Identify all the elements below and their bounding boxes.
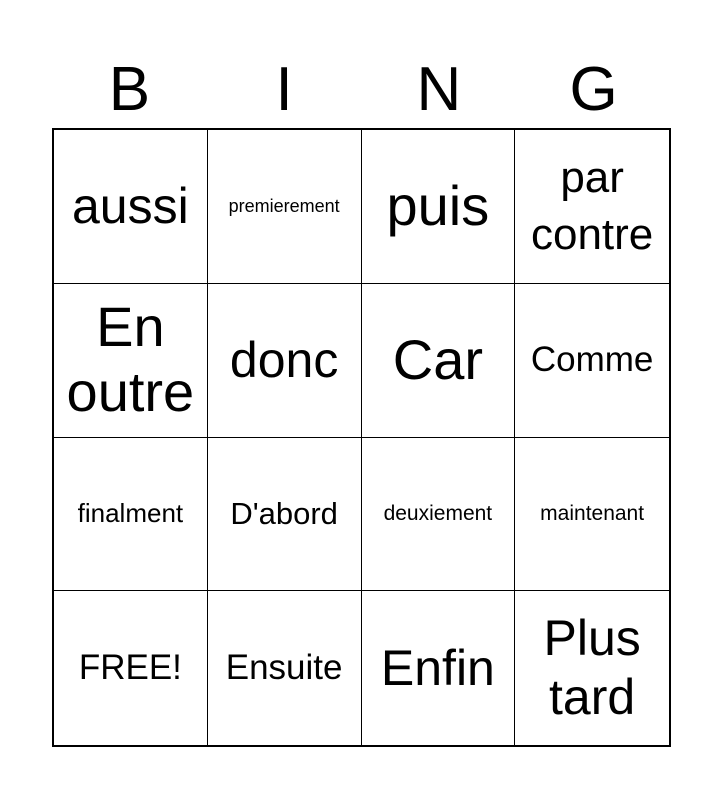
cell-text: finalment [77,498,184,529]
bingo-cell[interactable] [54,438,208,592]
bingo-cell-free[interactable] [54,591,208,745]
cell-text: maintenant [540,501,645,525]
bingo-board [52,128,671,747]
cell-text: En outre [66,295,195,424]
bingo-cell[interactable] [362,284,516,438]
bingo-cell[interactable] [208,284,362,438]
cell-text: FREE! [78,648,182,687]
header-letter-n: N [416,55,462,124]
cell-text: Car [392,327,483,391]
bingo-cell[interactable] [54,284,208,438]
cell-text: D'abord [230,495,338,531]
cell-text: Ensuite [225,648,343,687]
bingo-cell[interactable] [515,284,669,438]
bingo-cell[interactable] [208,591,362,745]
bingo-cell[interactable] [362,591,516,745]
header-letter-g: G [569,55,618,124]
bingo-cell[interactable] [362,438,516,592]
bingo-cell[interactable] [515,130,669,284]
cell-text: Enfin [380,639,495,696]
cell-text: aussi [72,177,189,234]
cell-text: Comme [530,340,654,379]
bingo-cell[interactable] [208,130,362,284]
cell-text: par contre [530,153,654,260]
cell-text: puis [386,173,490,237]
cell-text: deuxiement [383,501,493,525]
bingo-cell[interactable] [515,438,669,592]
header-letter-b: B [108,55,151,124]
cell-text: premierement [228,195,340,216]
bingo-cell[interactable] [208,438,362,592]
bingo-header [52,52,671,128]
bingo-cell[interactable] [362,130,516,284]
bingo-cell[interactable] [54,130,208,284]
bingo-cell[interactable] [515,591,669,745]
cell-text: Plus tard [543,610,641,726]
cell-text: donc [229,331,339,388]
header-letter-i: I [275,55,293,124]
